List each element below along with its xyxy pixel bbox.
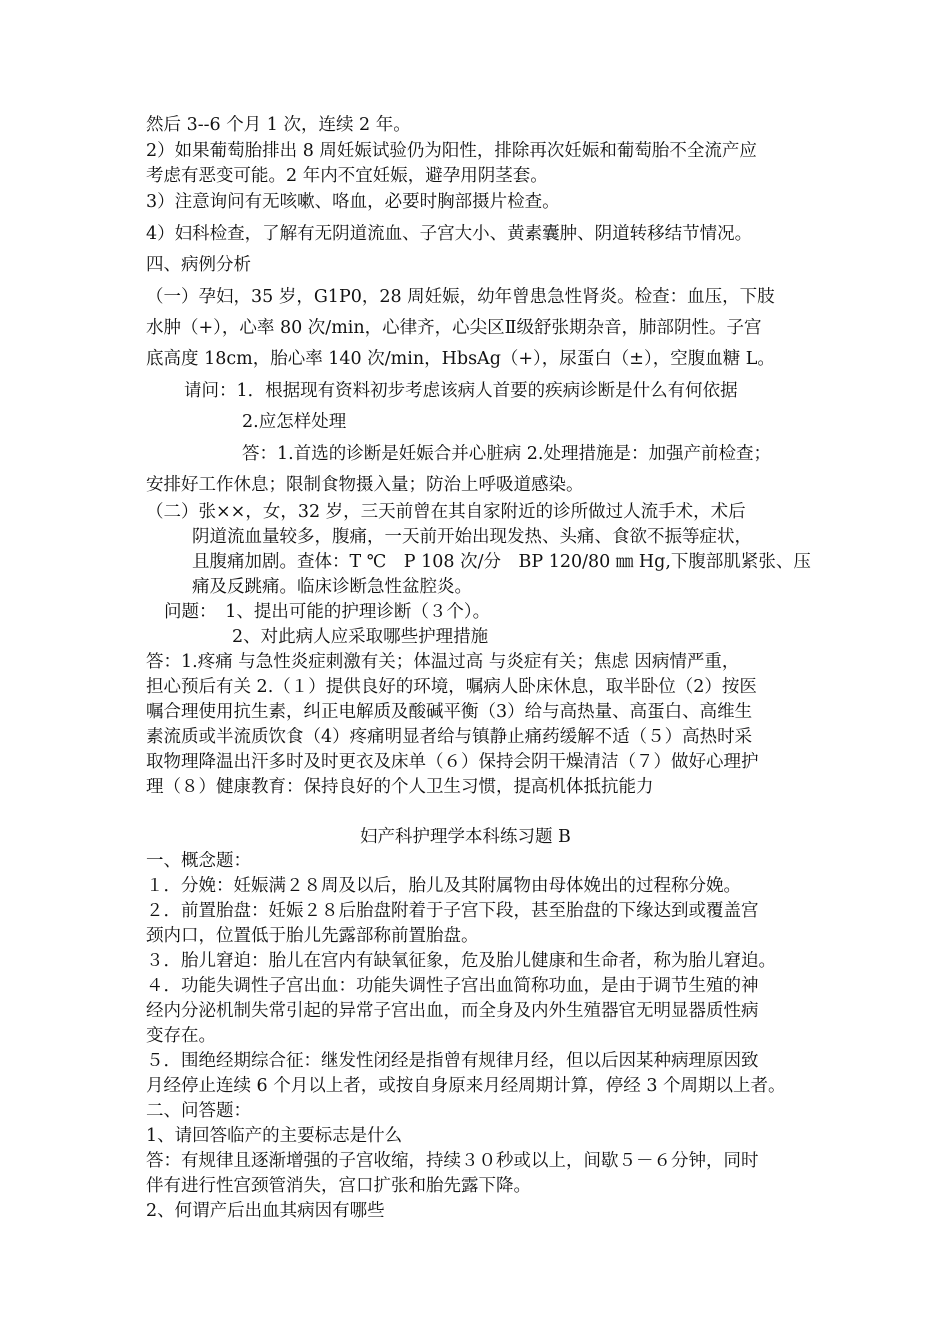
text-line: 素流质或半流质饮食（4）疼痛明显者给与镇静止痛药缓解不适（５）高热时采 [146, 727, 753, 747]
text-line: （一）孕妇，35 岁，G1P0，28 周妊娠，幼年曾患急性肾炎。检查：血压，下肢 [146, 287, 775, 307]
text-line: 理（８）健康教育：保持良好的个人卫生习惯，提高机体抵抗能力 [146, 777, 654, 797]
text-line: ４．功能失调性子宫出血：功能失调性子宫出血简称功血，是由于调节生殖的神 [146, 976, 759, 996]
text-line: ２．前置胎盘：妊娠２８后胎盘附着于子宫下段，甚至胎盘的下缘达到或覆盖宫 [146, 901, 759, 921]
text-line: 底高度 18cm，胎心率 140 次/min，HbsAg（+），尿蛋白（±），空腹血糖 L。 [146, 349, 775, 369]
text-line: 嘱合理使用抗生素，纠正电解质及酸碱平衡（3）给与高热量、高蛋白、高维生 [146, 702, 753, 722]
text-line: １．分娩：妊娠满２８周及以后，胎儿及其附属物由母体娩出的过程称分娩。 [146, 876, 741, 896]
text-line: 阴道流血量较多，腹痛，一天前开始出现发热、头痛、食欲不振等症状， [192, 527, 752, 547]
text-line: 2、何谓产后出血其病因有哪些 [146, 1201, 385, 1221]
text-line: 安排好工作休息；限制食物摄入量；防治上呼吸道感染。 [146, 475, 584, 495]
text-line: （二）张××，女，32 岁，三天前曾在其自家附近的诊所做过人流手术，术后 [146, 502, 746, 522]
text-line: 颈内口，位置低于胎儿先露部称前置胎盘。 [146, 926, 479, 946]
text-line: 月经停止连续 6 个月以上者，或按自身原来月经周期计算，停经 3 个周期以上者。 [146, 1076, 786, 1096]
text-line: 2.应怎样处理 [242, 412, 347, 432]
section-heading: 一、概念题： [146, 851, 251, 871]
text-line: 4）妇科检查，了解有无阴道流血、子宫大小、黄素囊肿、阴道转移结节情况。 [146, 224, 753, 244]
text-line: 痛及反跳痛。临床诊断急性盆腔炎。 [192, 577, 472, 597]
text-line: ３．胎儿窘迫：胎儿在宫内有缺氧征象，危及胎儿健康和生命者，称为胎儿窘迫。 [146, 951, 776, 971]
text-line: ５．围绝经期综合征：继发性闭经是指曾有规律月经，但以后因某种病理原因致 [146, 1051, 759, 1071]
text-line: 2、对此病人应采取哪些护理措施 [232, 627, 489, 647]
text-line: 经内分泌机制失常引起的异常子宫出血，而全身及内外生殖器官无明显器质性病 [146, 1001, 759, 1021]
text-line: 变存在。 [146, 1026, 216, 1046]
text-line: 考虑有恶变可能。2 年内不宜妊娠，避孕用阴茎套。 [146, 166, 548, 186]
text-line: 伴有进行性宫颈管消失，宫口扩张和胎先露下降。 [146, 1176, 531, 1196]
text-line: 水肿（+），心率 80 次/min，心律齐，心尖区Ⅱ级舒张期杂音，肺部阴性。子宫 [146, 318, 762, 338]
text-line: 问题： 1、提出可能的护理诊断（３个）。 [164, 602, 491, 622]
text-line: 担心预后有关 2.（１）提供良好的环境，嘱病人卧床休息，取半卧位（2）按医 [146, 677, 757, 697]
section-heading: 二、问答题： [146, 1101, 251, 1121]
text-line: 答：有规律且逐渐增强的子宫收缩，持续３０秒或以上，间歇５－６分钟，同时 [146, 1151, 759, 1171]
text-line: 答：1.首选的诊断是妊娠合并心脏病 2.处理措施是：加强产前检查； [242, 444, 771, 464]
text-line: 答：1.疼痛 与急性炎症刺激有关；体温过高 与炎症有关；焦虑 因病情严重， [146, 652, 740, 672]
document-title: 妇产科护理学本科练习题 B [360, 827, 571, 847]
section-heading: 四、病例分析 [146, 255, 251, 275]
text-line: 请问：1．根据现有资料初步考虑该病人首要的疾病诊断是什么有何依据 [184, 381, 738, 401]
text-line: 然后 3--6 个月 1 次，连续 2 年。 [146, 115, 411, 135]
text-line: 取物理降温出汗多时及时更衣及床单（６）保持会阴干燥清洁（７）做好心理护 [146, 752, 759, 772]
text-line: 1、请回答临产的主要标志是什么 [146, 1126, 403, 1146]
text-line: 3）注意询问有无咳嗽、咯血，必要时胸部摄片检查。 [146, 192, 560, 212]
text-line: 2）如果葡萄胎排出 8 周妊娠试验仍为阳性，排除再次妊娠和葡萄胎不全流产应 [146, 141, 757, 161]
text-line: 且腹痛加剧。查体：T ℃ P 108 次/分 BP 120/80 ㎜ Hg,下腹部肌紧张、压 [192, 552, 811, 572]
